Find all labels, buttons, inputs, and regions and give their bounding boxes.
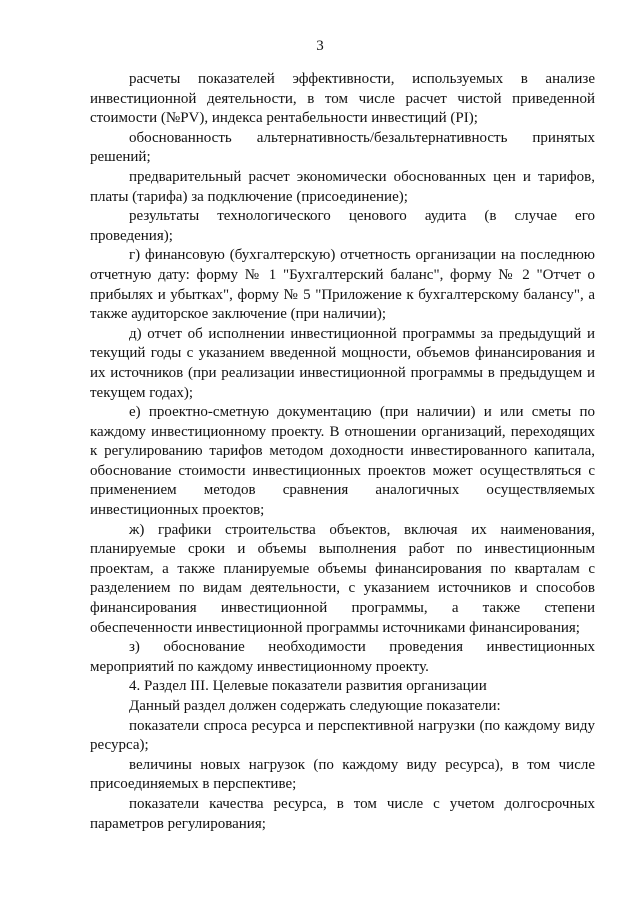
paragraph-item-g: г) финансовую (бухгалтерскую) отчетность организации на последнюю отчетную дату: форму № 1 "Бухгалтерский баланс", форму № 2 "Отчет о прибылях и убытках", форму № 5 "Приложение к бухгалтерскому балансу", а также аудиторское заключение (при наличии); — [90, 247, 595, 323]
paragraph-item-zh: ж) графики строительства объектов, включая их наименования, планируемые сроки и объемы выполнения работ по инвестиционным проектам, а также планируемые объемы финансирования по кварталам с разделением по видам деятельности, с указанием источников и способов финансирования инвестиционной программы, а также степени обеспеченности инвестиционной программы источниками финансирования; — [90, 521, 595, 636]
paragraph-section-intro: Данный раздел должен содержать следующие показатели: — [129, 698, 501, 714]
paragraph-preliminary-tariffs: предварительный расчет экономически обоснованных цен и тарифов, платы (тарифа) за подключение (присоединение); — [90, 168, 595, 205]
paragraph-demand-indicators: показатели спроса ресурса и перспективной нагрузки (по каждому виду ресурса); — [90, 717, 595, 754]
document-body — [90, 70, 595, 834]
paragraph-performance-calculations: расчеты показателей эффективности, используемых в анализе инвестиционной деятельности, в том числе расчет чистой приведенной стоимости (№PV), индекса рентабельности инвестиций (PI); — [90, 71, 595, 127]
page-number: 3 — [316, 38, 324, 54]
paragraph-item-d: д) отчет об исполнении инвестиционной программы за предыдущий и текущий годы с указанием введенной мощности, объемов финансирования и их источников (при реализации инвестиционной программы в предыдущем и текущем годах); — [90, 325, 595, 401]
paragraph-item-e: е) проектно-сметную документацию (при наличии) и или сметы по каждому инвестиционному проекту. В отношении организаций, переходящих к регулированию тарифов методом доходности инвестированного капитала, обоснование стоимости инвестиционных проектов может осуществляться с применением методов сравнения аналогичных осуществляемых инвестиционных проектов; — [90, 404, 595, 519]
paragraph-quality-indicators: показатели качества ресурса, в том числе с учетом долгосрочных параметров регулирования; — [90, 795, 595, 832]
paragraph-alternatives: обоснованность альтернативность/безальтернативность принятых решений; — [90, 129, 595, 166]
paragraph-item-z: з) обоснование необходимости проведения инвестиционных мероприятий по каждому инвестиционному проекту. — [90, 639, 595, 675]
paragraph-technological-audit: результаты технологического ценового аудита (в случае его проведения); — [90, 208, 595, 244]
paragraph-new-loads: величины новых нагрузок (по каждому виду ресурса), в том числе присоединяемых в перспективе; — [90, 756, 595, 793]
section-heading: 4. Раздел III. Целевые показатели развития организации — [129, 678, 487, 695]
